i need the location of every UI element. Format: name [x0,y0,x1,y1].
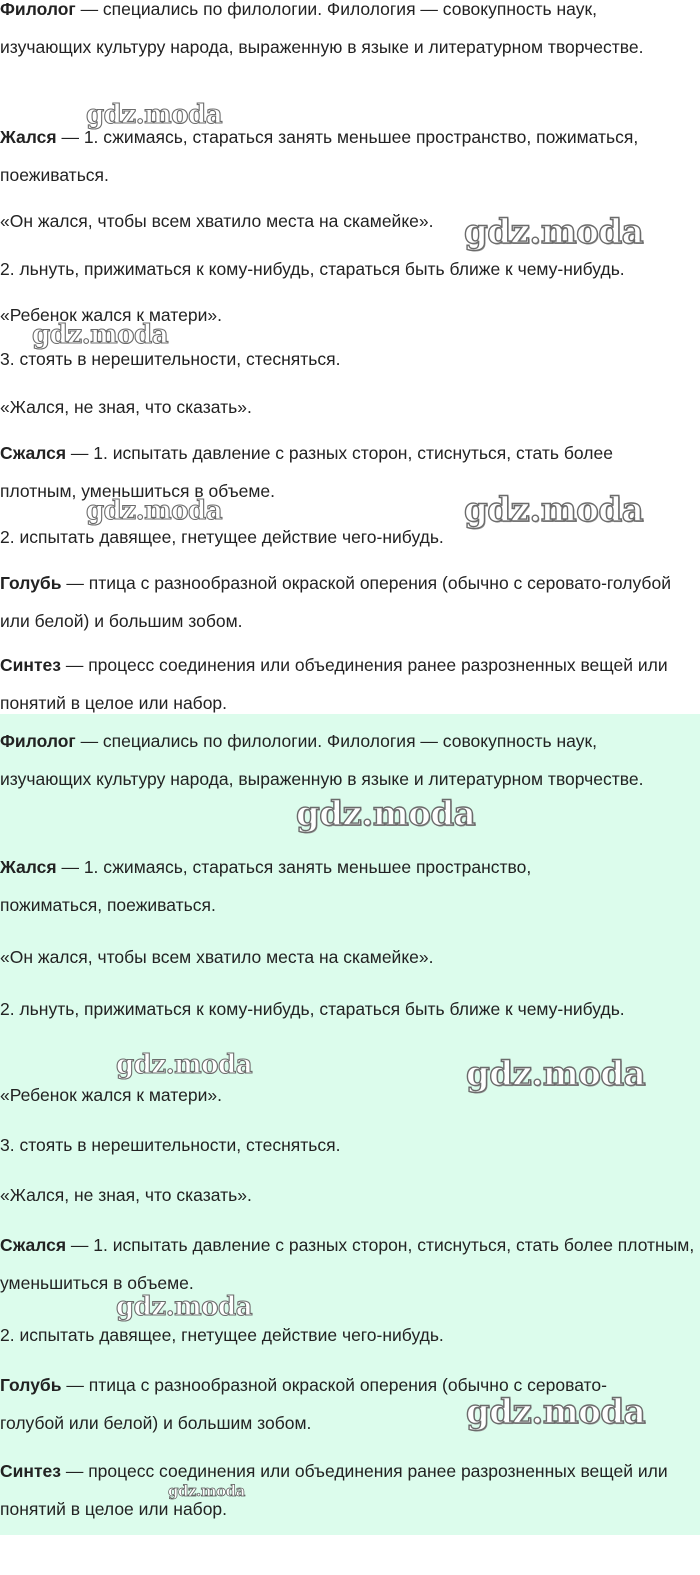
definition-zhalsya [0,848,610,924]
term: Жался [0,857,57,877]
definition-szhalsya [0,434,660,510]
watermark: gdz.moda [86,100,223,130]
definition-meaning-2: 2. испытать давящее, гнетущее действие чего-нибудь. [0,527,444,547]
definition-golub [0,564,680,640]
watermark: gdz.moda [168,1482,245,1500]
definitions-section-1 [0,0,700,714]
example-quote: «Ребенок жался к матери». [0,305,222,325]
watermark: gdz.moda [86,496,223,526]
watermark: gdz.moda [116,1050,253,1080]
definition-text: — 1. сжимаясь, стараться занять меньшее пространство, пожиматься, поеживаться. [0,127,639,185]
example-quote: «Ребенок жался к матери». [0,1085,222,1105]
watermark: gdz.moda [464,212,644,252]
example-quote: «Он жался, чтобы всем хватило места на скамейке». [0,211,434,231]
term: Синтез [0,1461,61,1481]
definition-filolog [0,722,690,798]
definition-text: — 1. испытать давление с разных сторон, стиснуться, стать более плотным, уменьшиться в объеме. [0,1235,695,1293]
definition-text: — птица с разнообразной окраской оперения (обычно с серовато-голубой или белой) и большим зобом. [0,573,671,631]
term: Филолог [0,0,76,19]
definition-text: — процесс соединения или объединения ранее разрозненных вещей или понятий в целое или набор. [0,1461,668,1519]
definition-meaning-2: 2. льнуть, прижиматься к кому-нибудь, стараться быть ближе к чему-нибудь. [0,259,625,279]
definition-meaning-3: 3. стоять в нерешительности, стесняться. [0,349,341,369]
definition-meaning-3: 3. стоять в нерешительности, стесняться. [0,1135,341,1155]
term: Филолог [0,731,76,751]
term: Синтез [0,655,61,675]
term: Сжался [0,443,67,463]
term: Голубь [0,573,62,593]
example-quote: «Жался, не зная, что сказать». [0,1185,252,1205]
definition-sintez [0,646,690,722]
watermark: gdz.moda [296,794,476,834]
example-quote: «Он жался, чтобы всем хватило места на скамейке». [0,947,434,967]
definition-text: — процесс соединения или объединения ранее разрозненных вещей или понятий в целое или набор. [0,655,668,713]
term: Жался [0,127,57,147]
watermark: gdz.moda [464,490,644,530]
definition-text: — специались по филологии. Филология — совокупность наук, изучающих культуру народа, выраженную в языке и литературном творчестве. [0,0,644,57]
definitions-section-2 [0,714,700,1535]
definition-meaning-2: 2. испытать давящее, гнетущее действие чего-нибудь. [0,1325,444,1345]
definition-golub [0,1366,660,1442]
definition-szhalsya [0,1226,696,1302]
watermark: gdz.moda [466,1054,646,1094]
definition-filolog [0,0,660,66]
watermark: gdz.moda [32,320,169,350]
watermark: gdz.moda [466,1392,646,1432]
term: Голубь [0,1375,62,1395]
watermark: gdz.moda [116,1292,253,1322]
definition-text: — специались по филологии. Филология — совокупность наук, изучающих культуру народа, выраженную в языке и литературном творчестве. [0,731,644,789]
definition-sintez [0,1452,680,1528]
definition-text: — птица с разнообразной окраской оперения (обычно с серовато-голубой или белой) и большим зобом. [0,1375,607,1433]
definition-text: — 1. испытать давление с разных сторон, стиснуться, стать более плотным, уменьшиться в объеме. [0,443,613,501]
definition-text: — 1. сжимаясь, стараться занять меньшее пространство, пожиматься, поеживаться. [0,857,532,915]
example-quote: «Жался, не зная, что сказать». [0,397,252,417]
definition-zhalsya [0,118,690,194]
definition-meaning-2: 2. льнуть, прижиматься к кому-нибудь, стараться быть ближе к чему-нибудь. [0,999,625,1019]
term: Сжался [0,1235,67,1255]
